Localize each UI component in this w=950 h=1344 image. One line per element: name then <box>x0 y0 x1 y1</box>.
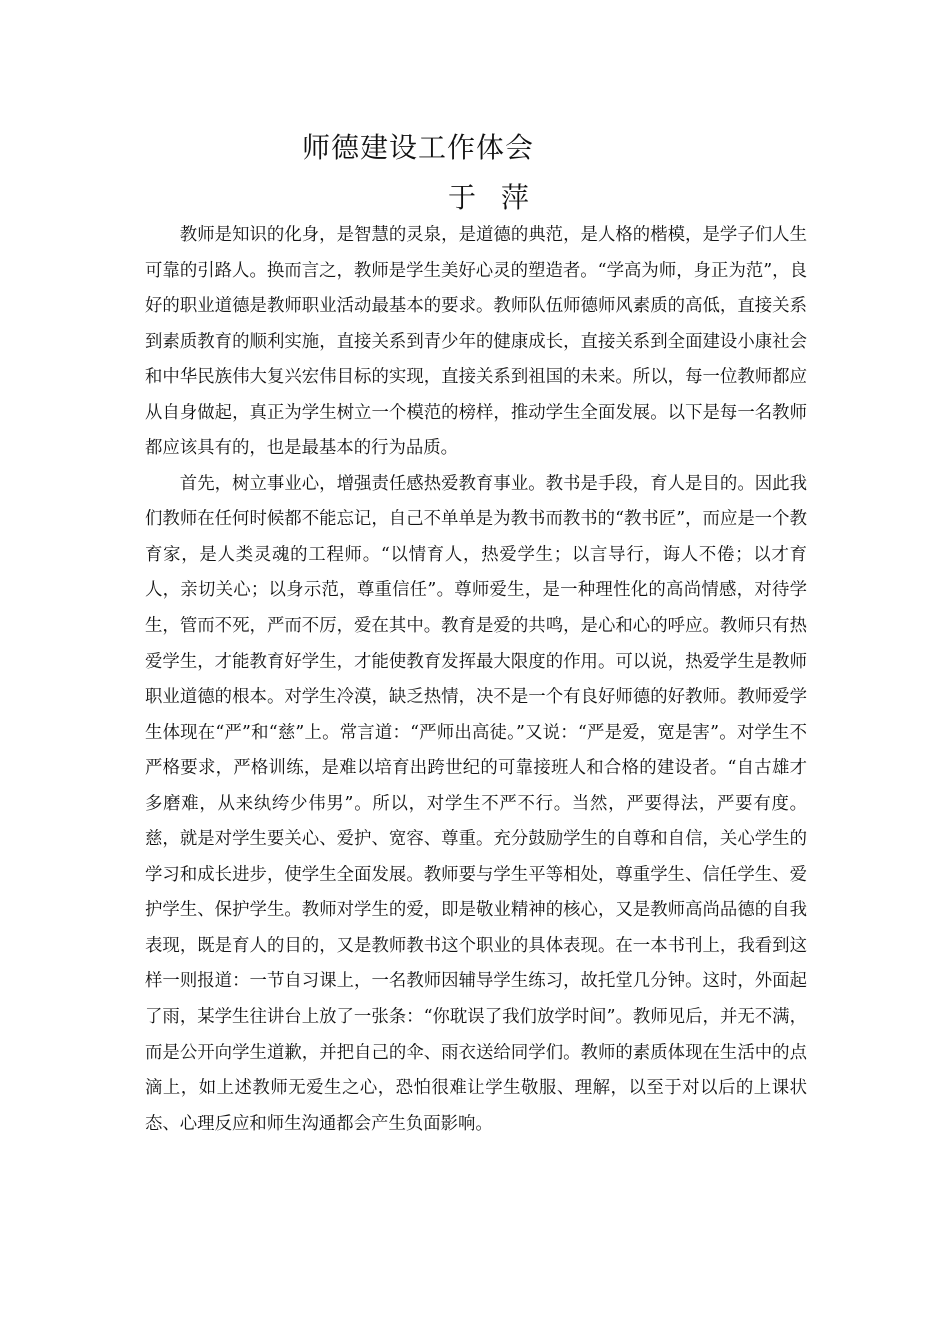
paragraph-intro: 教师是知识的化身，是智慧的灵泉，是道德的典范，是人格的楷模，是学子们人生可靠的引路人。换而言之，教师是学生美好心灵的塑造者。“学高为师，身正为范”，良好的职业道德是教师职业活动最基本的要求。教师队伍师德师风素质的高低，直接关系到素质教育的顺利实施，直接关系到青少年的健康成长，直接关系到全面建设小康社会和中华民族伟大复兴宏伟目标的实现，直接关系到祖国的未来。所以，每一位教师都应从自身做起，真正为学生树立一个模范的榜样，推动学生全面发展。以下是每一名教师都应该具有的，也是最基本的行为品质。 <box>145 225 807 459</box>
document-body <box>145 218 807 1142</box>
author-name: 于 萍 <box>448 181 537 214</box>
paragraph-first-point: 首先，树立事业心，增强责任感热爱教育事业。教书是手段，育人是目的。因此我们教师在任何时候都不能忘记，自己不单单是为教书而教书的“教书匠”，而应是一个教育家，是人类灵魂的工程师。“以情育人，热爱学生；以言导行，诲人不倦；以才育人，亲切关心；以身示范，尊重信任”。尊师爱生，是一种理性化的高尚情感，对待学生，管而不死，严而不厉，爱在其中。教育是爱的共鸣，是心和心的呼应。教师只有热爱学生，才能教育好学生，才能使教育发挥最大限度的作用。可以说，热爱学生是教师职业道德的根本。对学生冷漠，缺乏热情，决不是一个有良好师德的好教师。教师爱学生体现在“严”和“慈”上。常言道：“严师出高徒。”又说：“严是爱，宽是害”。对学生不严格要求，严格训练，是难以培育出跨世纪的可靠接班人和合格的建设者。“自古雄才多磨难，从来纨绔少伟男”。所以，对学生不严不行。当然，严要得法，严要有度。慈，就是对学生要关心、爱护、宽容、尊重。充分鼓励学生的自尊和自信，关心学生的学习和成长进步，使学生全面发展。教师要与学生平等相处，尊重学生、信任学生、爱护学生、保护学生。教师对学生的爱，即是敬业精神的核心，又是教师高尚品德的自我表现，既是育人的目的，又是教师教书这个职业的具体表现。在一本书刊上，我看到这样一则报道：一节自习课上，一名教师因辅导学生练习，故托堂几分钟。这时，外面起了雨，某学生往讲台上放了一张条：“你耽误了我们放学时间”。教师见后，并无不满，而是公开向学生道歉，并把自己的伞、雨衣送给同学们。教师的素质体现在生活中的点滴上，如上述教师无爱生之心，恐怕很难让学生敬服、理解，以至于对以后的上课状态、心理反应和师生沟通都会产生负面影响。 <box>145 473 807 1134</box>
document-title: 师德建设工作体会 <box>302 131 535 164</box>
